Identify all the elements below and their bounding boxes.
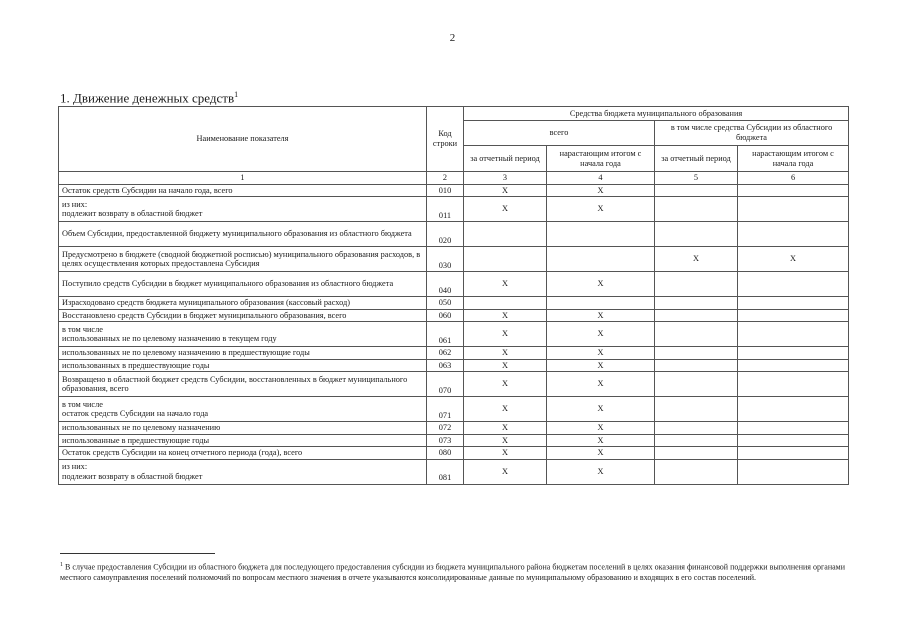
column-number: 1	[59, 172, 427, 185]
row-code: 071	[427, 397, 464, 422]
row-label	[59, 184, 427, 197]
row-code: 073	[427, 434, 464, 447]
row-code: 050	[427, 297, 464, 310]
row-code: 070	[427, 372, 464, 397]
footnote-separator	[60, 553, 215, 554]
row-label-text: остаток средств Субсидии на начало года	[62, 409, 209, 419]
table-row	[59, 222, 849, 247]
footnote	[60, 561, 845, 584]
table-row	[59, 347, 849, 360]
cell-c5	[655, 447, 738, 460]
cell-c6	[738, 297, 849, 310]
row-label-text: подлежит возврату в областной бюджет	[62, 471, 203, 481]
header-regional-subsidy: в том числе средства Субсидии из областного бюджета	[655, 121, 849, 146]
cell-c4: X	[547, 447, 655, 460]
header-indicator-name: Наименование показателя	[59, 107, 427, 172]
cell-c3	[464, 222, 547, 247]
cell-c3: X	[464, 434, 547, 447]
cell-c5	[655, 222, 738, 247]
cell-c3	[464, 247, 547, 272]
cell-c5	[655, 459, 738, 484]
column-number: 3	[464, 172, 547, 185]
cell-c4: X	[547, 197, 655, 222]
row-label	[59, 347, 427, 360]
header-row-code: Код строки	[427, 107, 464, 172]
cell-c6	[738, 322, 849, 347]
cell-c6	[738, 372, 849, 397]
row-label	[59, 222, 427, 247]
row-label-text: подлежит возврату в областной бюджет	[62, 209, 203, 219]
row-label	[59, 247, 427, 272]
cell-c6	[738, 309, 849, 322]
row-label	[59, 422, 427, 435]
row-label-text: Остаток средств Субсидии на конец отчетного периода (года), всего	[62, 448, 303, 458]
cell-c6	[738, 222, 849, 247]
section-title-text: 1. Движение денежных средств	[60, 90, 235, 106]
section-title	[60, 90, 238, 106]
table-row	[59, 197, 849, 222]
row-code: 010	[427, 184, 464, 197]
row-label-text: использованных не по целевому назначению	[62, 423, 221, 433]
cell-c5: X	[655, 247, 738, 272]
cell-c4	[547, 297, 655, 310]
row-code: 011	[427, 197, 464, 222]
cell-c6	[738, 359, 849, 372]
row-code: 030	[427, 247, 464, 272]
cell-c5	[655, 184, 738, 197]
row-label	[59, 197, 427, 222]
row-label-prefix: из них:	[62, 199, 88, 209]
cell-c4	[547, 222, 655, 247]
cash-flow-table	[58, 106, 849, 485]
footnote-reference: 1	[234, 90, 239, 99]
row-label-text: использованных в предшествующие годы	[62, 360, 210, 370]
cell-c3: X	[464, 447, 547, 460]
row-code: 060	[427, 309, 464, 322]
row-label	[59, 434, 427, 447]
row-code: 020	[427, 222, 464, 247]
cell-c6	[738, 397, 849, 422]
cell-c4: X	[547, 372, 655, 397]
cell-c6	[738, 347, 849, 360]
cell-c3: X	[464, 197, 547, 222]
cell-c5	[655, 272, 738, 297]
cell-c3: X	[464, 372, 547, 397]
cell-c4: X	[547, 184, 655, 197]
cell-c5	[655, 197, 738, 222]
cell-c5	[655, 422, 738, 435]
cell-c4: X	[547, 459, 655, 484]
header-reporting-period: за отчетный период	[464, 146, 547, 172]
row-label	[59, 322, 427, 347]
cell-c3: X	[464, 272, 547, 297]
row-label-prefix: из них:	[62, 462, 88, 472]
table-row	[59, 272, 849, 297]
table-row	[59, 372, 849, 397]
header-cumulative: нарастающим итогом с начала года	[547, 146, 655, 172]
cell-c5	[655, 397, 738, 422]
cell-c3: X	[464, 459, 547, 484]
table-row	[59, 297, 849, 310]
cell-c5	[655, 322, 738, 347]
table-row	[59, 309, 849, 322]
row-label-text: использованных не по целевому назначению в текущем году	[62, 334, 277, 344]
row-label-text: Возвращено в областной бюджет средств Субсидии, восстановленных в бюджет муниципального образования, всего	[62, 374, 408, 394]
cell-c4: X	[547, 434, 655, 447]
row-label	[59, 372, 427, 397]
header-cumulative-2: нарастающим итогом с начала года	[738, 146, 849, 172]
row-code: 081	[427, 459, 464, 484]
cell-c6	[738, 459, 849, 484]
cell-c4: X	[547, 272, 655, 297]
table-row	[59, 459, 849, 484]
cell-c6	[738, 422, 849, 435]
cell-c5	[655, 297, 738, 310]
table-row	[59, 447, 849, 460]
cell-c3: X	[464, 422, 547, 435]
table-row	[59, 359, 849, 372]
row-code: 061	[427, 322, 464, 347]
cell-c6	[738, 434, 849, 447]
row-label-prefix: в том числе	[62, 324, 103, 334]
row-code: 062	[427, 347, 464, 360]
table-row	[59, 397, 849, 422]
cell-c5	[655, 434, 738, 447]
table-row	[59, 322, 849, 347]
table-body	[59, 184, 849, 484]
cell-c6	[738, 184, 849, 197]
row-label-text: Поступило средств Субсидии в бюджет муниципального образования из областного бюджета	[62, 279, 394, 289]
footnote-mark: 1	[60, 562, 63, 568]
page-number: 2	[449, 32, 456, 44]
row-code: 063	[427, 359, 464, 372]
row-label-text: Объем Субсидии, предоставленной бюджету муниципального образования из областного бюджета	[62, 229, 412, 239]
cell-c3: X	[464, 322, 547, 347]
cell-c3: X	[464, 309, 547, 322]
table-row	[59, 247, 849, 272]
header-municipal-funds: Средства бюджета муниципального образования	[464, 107, 849, 121]
table-row	[59, 422, 849, 435]
row-label-text: использованные в предшествующие годы	[62, 435, 210, 445]
row-label	[59, 297, 427, 310]
row-label-text: Остаток средств Субсидии на начало года, всего	[62, 185, 233, 195]
cell-c5	[655, 347, 738, 360]
row-label-text: Израсходовано средств бюджета муниципального образования (кассовый расход)	[62, 298, 350, 308]
row-label	[59, 359, 427, 372]
cell-c4: X	[547, 309, 655, 322]
column-number: 4	[547, 172, 655, 185]
cell-c6: X	[738, 247, 849, 272]
cell-c4: X	[547, 359, 655, 372]
header-reporting-period-2: за отчетный период	[655, 146, 738, 172]
table-row	[59, 434, 849, 447]
cell-c6	[738, 197, 849, 222]
row-label-prefix: в том числе	[62, 399, 103, 409]
cell-c4	[547, 247, 655, 272]
row-label	[59, 397, 427, 422]
cell-c3: X	[464, 397, 547, 422]
cell-c4: X	[547, 322, 655, 347]
cell-c4: X	[547, 397, 655, 422]
header-total: всего	[464, 121, 655, 146]
row-label	[59, 272, 427, 297]
row-label	[59, 459, 427, 484]
cell-c6	[738, 272, 849, 297]
row-code: 040	[427, 272, 464, 297]
cell-c3: X	[464, 359, 547, 372]
table-row	[59, 184, 849, 197]
column-number: 5	[655, 172, 738, 185]
row-label-text: Восстановлено средств Субсидии в бюджет муниципального образования, всего	[62, 310, 347, 320]
cell-c3	[464, 297, 547, 310]
cell-c4: X	[547, 347, 655, 360]
cell-c5	[655, 359, 738, 372]
cell-c6	[738, 447, 849, 460]
cell-c5	[655, 309, 738, 322]
footnote-text: В случае предоставления Субсидии из областного бюджета для последующего предоставления субсидии из бюджета муниципального района бюджетам поселений в целях оказания финансовой поддержки выполнения органами местного самоуправления поселений полномочий по вопросам местного значения в отчете указываются консолидированные данные по муниципальному образованию и входящих в его состав поселений.	[60, 562, 845, 583]
row-code: 080	[427, 447, 464, 460]
cell-c4: X	[547, 422, 655, 435]
row-label-text: Предусмотрено в бюджете (сводной бюджетной росписью) муниципального образования расходов, в целях осуществления которых предоставлена Субсидия	[62, 249, 421, 269]
column-number: 2	[427, 172, 464, 185]
column-number: 6	[738, 172, 849, 185]
cell-c5	[655, 372, 738, 397]
cell-c3: X	[464, 347, 547, 360]
row-label-text: использованных не по целевому назначению в предшествующие годы	[62, 348, 310, 358]
cell-c3: X	[464, 184, 547, 197]
row-code: 072	[427, 422, 464, 435]
row-label	[59, 309, 427, 322]
row-label	[59, 447, 427, 460]
